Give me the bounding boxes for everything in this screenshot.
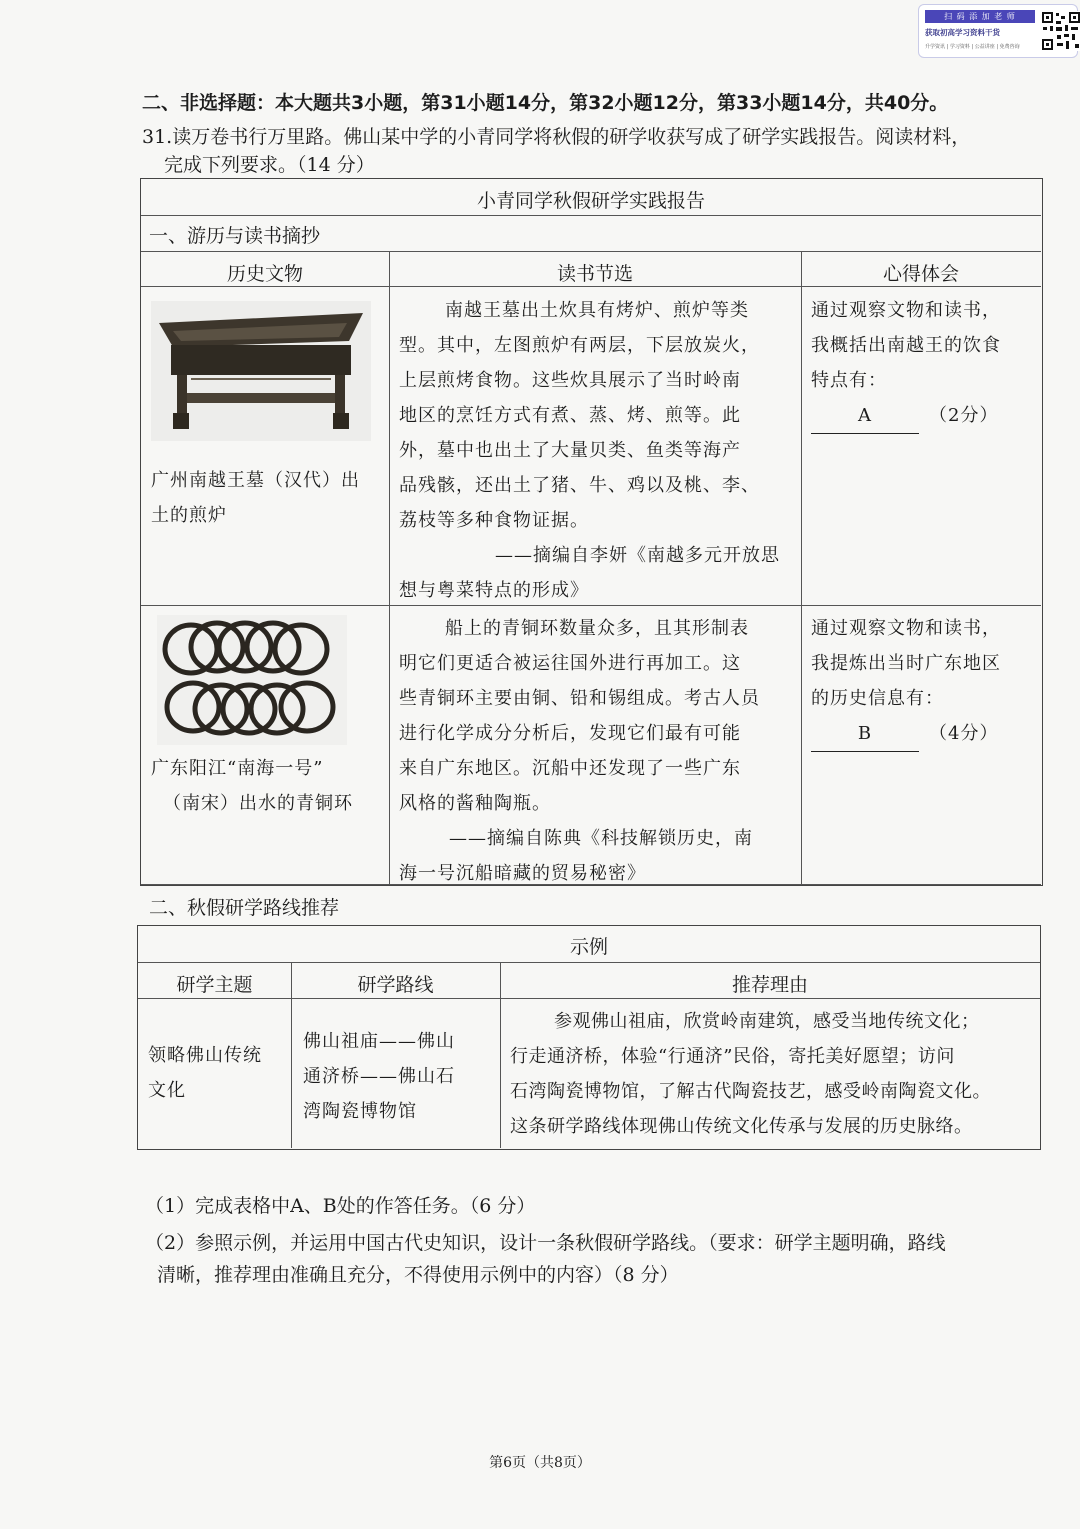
- header-reason: 推荐理由: [731, 974, 808, 996]
- answer-blank-a[interactable]: A: [811, 398, 919, 434]
- question-31-line2: 完成下列要求。（14 分）: [164, 154, 375, 176]
- example-route: 佛山祖庙——佛山 通济桥——佛山石 湾陶瓷博物馆: [303, 1031, 455, 1122]
- bronze-stove-image: [151, 301, 371, 441]
- part1-title: 一、游历与读书摘抄: [149, 225, 321, 247]
- badge-bottom-label: 升学资讯 | 学习资料 | 公益讲座 | 免费咨询: [925, 44, 1020, 50]
- report-table: [140, 178, 1043, 919]
- sub-question-1: （1）完成表格中A、B处的作答任务。（6 分）: [145, 1195, 536, 1217]
- badge-middle-label: 获取初高学习资料干货: [925, 28, 1000, 37]
- section-title: 二、非选择题：本大题共3小题，第31小题14分，第32小题12分，第33小题14分，共40分。: [142, 92, 949, 114]
- qr-code-icon: [1041, 11, 1080, 51]
- header-reflection: 心得体会: [882, 263, 959, 285]
- reflection1: 通过观察文物和读书， 我概括出南越王的饮食 特点有： A （2分）: [811, 293, 1039, 434]
- answer-blank-b[interactable]: B: [811, 716, 919, 752]
- example-theme: 领略佛山传统 文化: [148, 1045, 262, 1101]
- header-artifact: 历史文物: [226, 263, 303, 285]
- header-route: 研学路线: [357, 974, 434, 996]
- excerpt2: 船上的青铜环数量众多，且其形制表 明它们更适合被运往国外进行再加工。这 些青铜环主要由铜、铅和锡组成。考古人员 进行化学成分分析后，发现它们最有可能 来自广东地区。沉船中还发现了一些广东 风格的酱釉陶瓶。 ——摘编自陈典《科技解锁历史，南 海一号沉船暗藏的贸易秘密》: [399, 618, 760, 884]
- report-title: 小青同学秋假研学实践报告: [476, 190, 705, 212]
- header-excerpt: 读书节选: [556, 263, 633, 285]
- badge-top-label: 扫 码 添 加 老 师: [925, 10, 1035, 23]
- example-reason: 参观佛山祖庙，欣赏岭南建筑，感受当地传统文化； 行走通济桥，体验“行通济”民俗，寄托美好愿望；访问 石湾陶瓷博物馆，了解古代陶瓷技艺，感受岭南陶瓷文化。 这条研学路线体现佛山传统文化传承与发展的历史脉络。: [510, 1011, 991, 1137]
- artifact2-caption: 广东阳江“南海一号” （南宋）出水的青铜环: [151, 758, 353, 814]
- sub-question-2: （2）参照示例，并运用中国古代史知识，设计一条秋假研学路线。（要求：研学主题明确，路线 清晰，推荐理由准确且充分，不得使用示例中的内容）（8 分）: [145, 1232, 946, 1286]
- promo-badge: [918, 4, 1078, 58]
- page-number: 第6页（共8页）: [489, 1455, 591, 1471]
- example-label: 示例: [569, 936, 608, 958]
- reflection2: 通过观察文物和读书， 我提炼出当时广东地区 的历史信息有： B （4分）: [811, 611, 1039, 752]
- header-theme: 研学主题: [176, 974, 253, 996]
- question-31: [142, 123, 1042, 179]
- part2-title: 二、秋假研学路线推荐: [149, 897, 340, 919]
- route-example-table: [137, 925, 1041, 1150]
- excerpt1: 南越王墓出土炊具有烤炉、煎炉等类 型。其中，左图煎炉有两层，下层放炭火， 上层煎烤食物。这些炊具展示了当时岭南 地区的烹饪方式有煮、蒸、烤、煎等。此 外，墓中也出土了大量贝类、鱼类等海产 品残骸，还出土了猪、牛、鸡以及桃、李、 荔枝等多种食物证据。 ——摘编自李妍《南越多元开放思 想与粤菜特点的形成》: [399, 300, 780, 601]
- bronze-rings-image: [157, 615, 347, 745]
- question-31-line1: 31.读万卷书行万里路。佛山某中学的小青同学将秋假的研学收获写成了研学实践报告。阅读材料，: [142, 126, 971, 148]
- artifact1-caption: 广州南越王墓（汉代）出 土的煎炉: [151, 470, 360, 526]
